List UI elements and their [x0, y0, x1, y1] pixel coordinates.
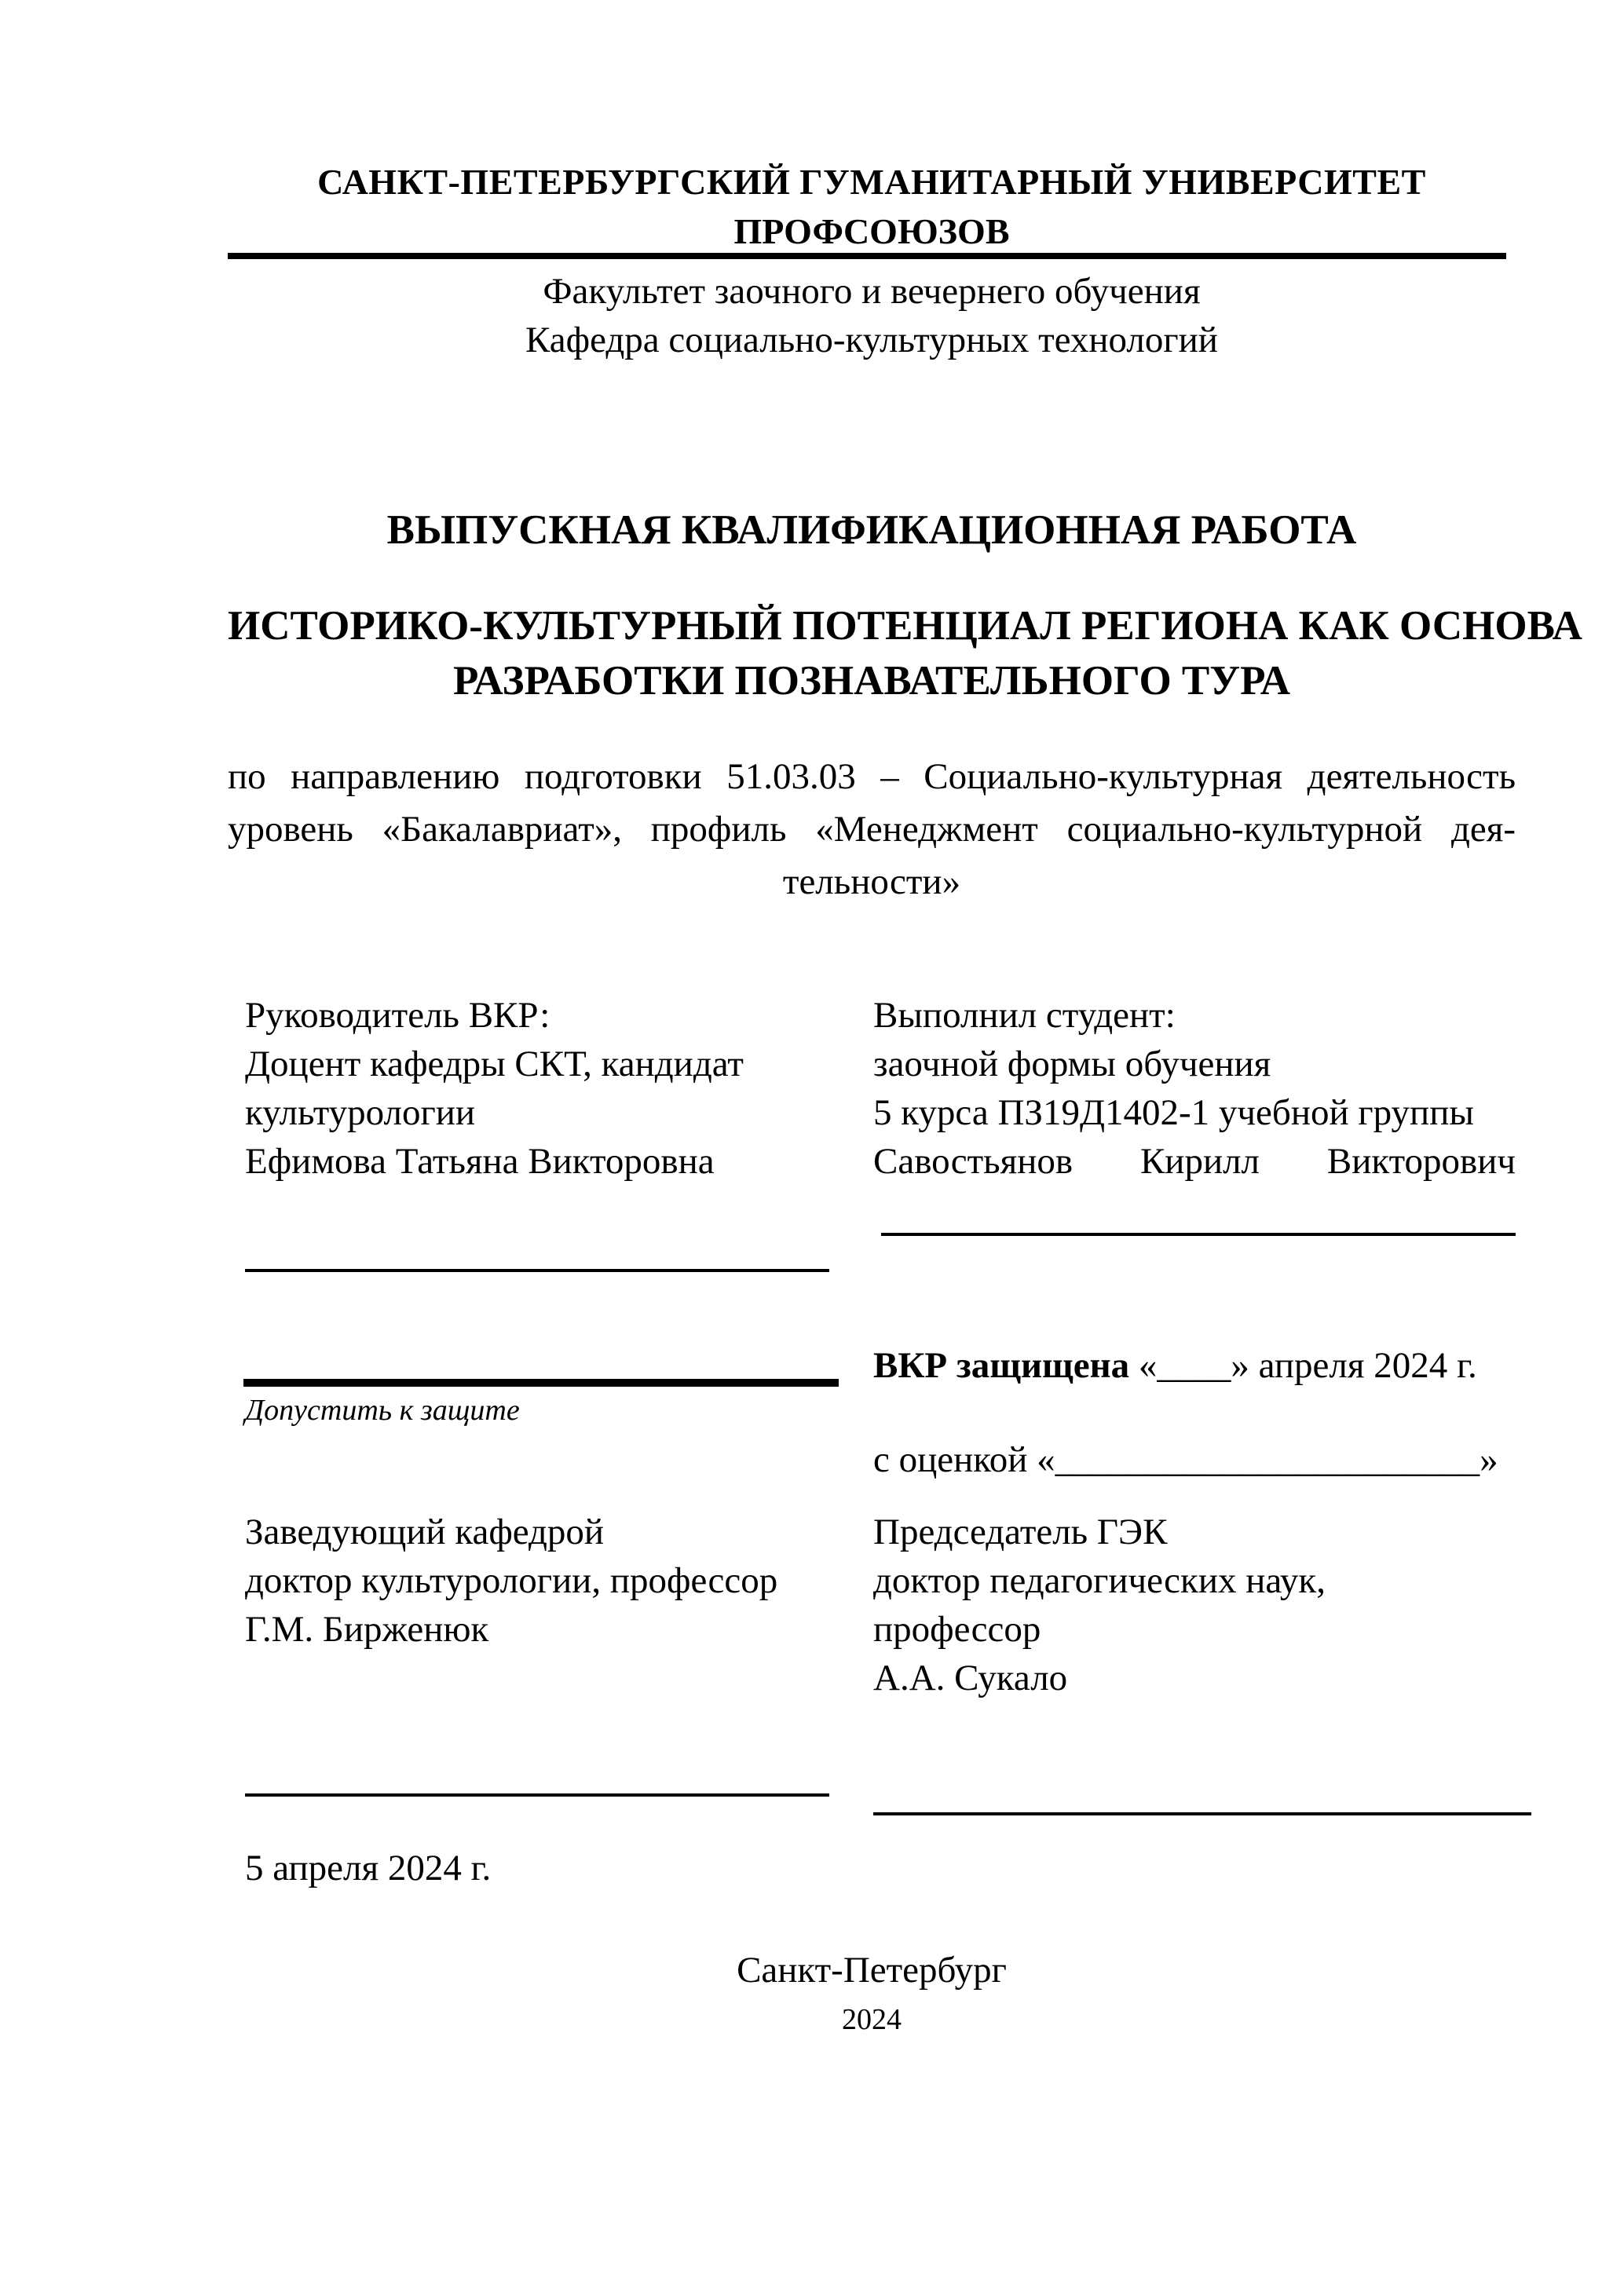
supervisor-position-line2: культурологии [245, 1092, 476, 1133]
committee-chair-degree2: профессор [873, 1609, 1041, 1650]
direction-line2: уровень «Бакалавриат», профиль «Менеджмент социально-культурной дея- [228, 809, 1516, 850]
student-label: Выполнил студент: [873, 995, 1176, 1036]
direction-line3: тельности» [782, 861, 961, 902]
student-name [873, 1137, 1516, 1186]
supervisor-label: Руководитель ВКР: [245, 995, 550, 1036]
university-name-line1: САНКТ-ПЕТЕРБУРГСКИЙ ГУМАНИТАРНЫЙ УНИВЕРСИТЕТ [317, 162, 1426, 202]
admission-date: 5 апреля 2024 г. [245, 1848, 492, 1888]
department-name: Кафедра социально-культурных технологий [525, 320, 1218, 360]
defense-date-blank: «____» апреля 2024 г. [1138, 1345, 1477, 1386]
department-head-label: Заведующий кафедрой [245, 1512, 605, 1552]
admission-divider-line [243, 1379, 839, 1387]
work-type-heading: ВЫПУСКНАЯ КВАЛИФИКАЦИОННАЯ РАБОТА [386, 507, 1357, 553]
header-divider-line [228, 253, 1506, 259]
thesis-title-line1: ИСТОРИКО-КУЛЬТУРНЫЙ ПОТЕНЦИАЛ РЕГИОНА КАК ОСНОВА [228, 603, 1582, 649]
degree-direction [228, 751, 1516, 909]
page-content [228, 0, 1582, 2296]
thesis-title-line2: РАЗРАБОТКИ ПОЗНАВАТЕЛЬНОГО ТУРА [452, 658, 1291, 704]
department-head-name: Г.М. Бирженюк [245, 1609, 489, 1650]
student-study-form: заочной формы обучения [873, 1044, 1271, 1084]
student-group: 5 курса ПЗ19Д1402-1 учебной группы [873, 1092, 1474, 1133]
department-head-degree: доктор культурологии, профессор [245, 1560, 778, 1601]
direction-line1: по направлению подготовки 51.03.03 – Социально-культурная деятельность [228, 756, 1516, 797]
committee-chair-degree1: доктор педагогических наук, [873, 1560, 1326, 1601]
faculty-name: Факультет заочного и вечернего обучения [543, 271, 1201, 312]
committee-chair-name: А.А. Сукало [873, 1658, 1068, 1698]
committee-chair-signature-line [873, 1812, 1531, 1815]
committee-chair-block [873, 1508, 1516, 1702]
committee-chair-label: Председатель ГЭК [873, 1512, 1168, 1552]
grade-blank-line: с оценкой «_______________________» [873, 1439, 1498, 1480]
student-surname: Савостьянов [873, 1141, 1074, 1182]
student-patronymic: Викторович [1326, 1141, 1516, 1182]
supervisor-block [245, 991, 842, 1186]
student-signature-line [881, 1233, 1516, 1236]
defense-date-label: ВКР защищена [873, 1345, 1130, 1386]
department-head-signature-line [245, 1793, 829, 1797]
supervisor-position-line1: Доцент кафедры СКТ, кандидат [245, 1044, 744, 1084]
supervisor-signature-line [245, 1269, 829, 1272]
defense-date-line [873, 1344, 1516, 1387]
thesis-title [228, 598, 1582, 708]
city-name: Санкт-Петербург [737, 1950, 1007, 1991]
student-firstname: Кирилл [1139, 1141, 1260, 1182]
admission-caption: Допустить к защите [245, 1394, 520, 1427]
student-block [873, 991, 1516, 1186]
publication-year: 2024 [842, 2003, 902, 2036]
supervisor-name: Ефимова Татьяна Викторовна [245, 1141, 715, 1182]
department-head-block [245, 1508, 842, 1654]
university-name-line2: ПРОФСОЮЗОВ [733, 211, 1010, 251]
